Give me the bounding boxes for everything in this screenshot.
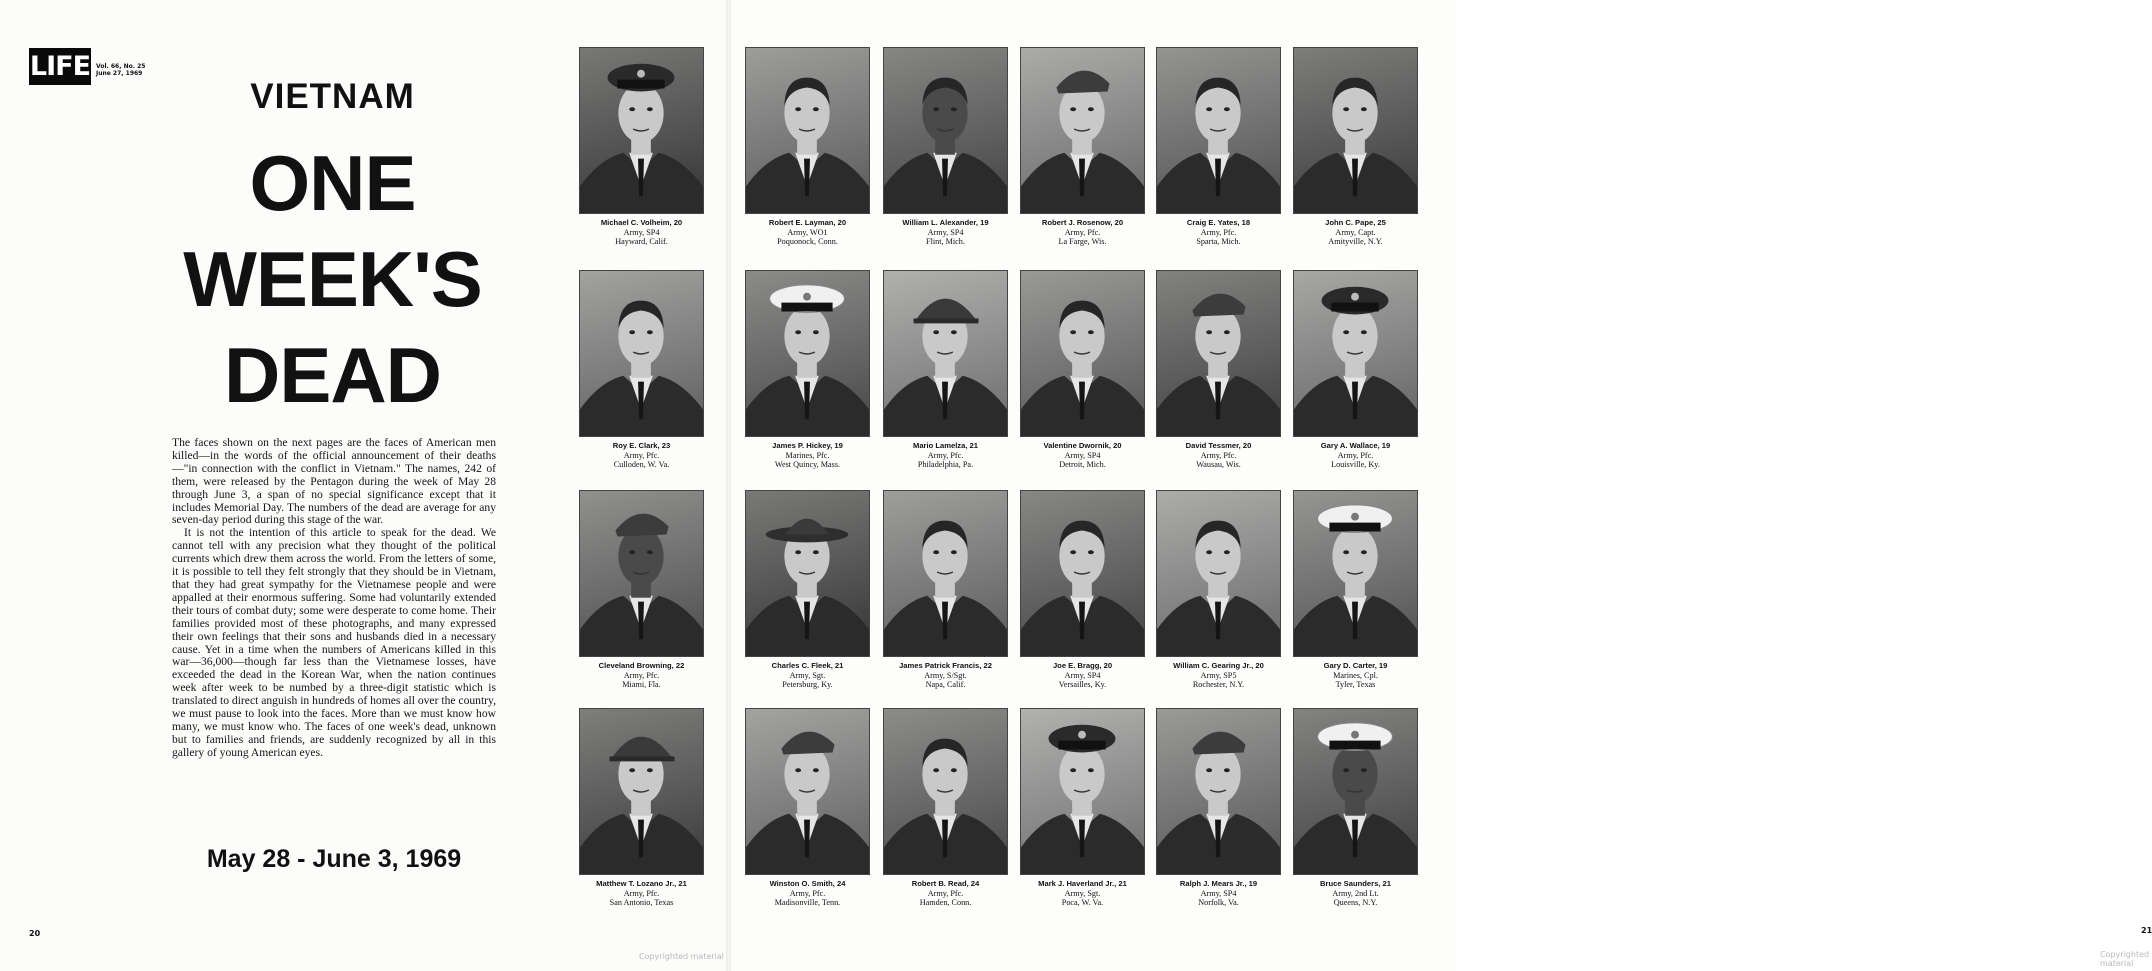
portrait-card bbox=[745, 490, 870, 690]
portrait-rank: Army, SP4 bbox=[1200, 888, 1237, 898]
portrait-photo bbox=[579, 708, 704, 875]
portrait-figure bbox=[580, 271, 703, 436]
portrait-photo bbox=[579, 270, 704, 437]
portrait-caption bbox=[1293, 441, 1418, 470]
portrait-card bbox=[579, 490, 704, 690]
portrait-name: Michael C. Volheim, 20 bbox=[600, 218, 683, 227]
portrait-hometown: Hamden, Conn. bbox=[919, 898, 972, 908]
portrait-name: Mario Lamelza, 21 bbox=[913, 441, 978, 450]
portrait-card bbox=[1156, 47, 1281, 247]
portrait-card bbox=[1020, 270, 1145, 470]
portrait-hometown: Detroit, Mich. bbox=[1059, 460, 1106, 470]
portrait-figure bbox=[1021, 491, 1144, 656]
portrait-figure bbox=[1021, 709, 1144, 874]
portrait-name: Charles C. Fleek, 21 bbox=[771, 661, 844, 670]
portrait-name: Gary D. Carter, 19 bbox=[1323, 661, 1388, 670]
portrait-figure bbox=[1157, 491, 1280, 656]
portrait-hometown: Petersburg, Ky. bbox=[782, 680, 833, 690]
portrait-figure bbox=[746, 709, 869, 874]
portrait-rank: Army, Pfc. bbox=[623, 450, 660, 460]
portrait-caption bbox=[745, 879, 870, 908]
portrait-hometown: Norfolk, Va. bbox=[1198, 898, 1239, 908]
portrait-hometown: Culloden, W. Va. bbox=[613, 460, 670, 470]
portrait-caption bbox=[883, 879, 1008, 908]
portrait-rank: Army, SP4 bbox=[1064, 670, 1101, 680]
portrait-name: Matthew T. Lozano Jr., 21 bbox=[596, 879, 687, 888]
portrait-caption bbox=[1020, 879, 1145, 908]
portrait-card bbox=[579, 47, 704, 247]
portrait-rank: Army, SP4 bbox=[927, 227, 964, 237]
portrait-rank: Army, Pfc. bbox=[1064, 227, 1101, 237]
portrait-photo bbox=[579, 490, 704, 657]
portrait-caption bbox=[1020, 661, 1145, 690]
portrait-card bbox=[1156, 708, 1281, 908]
page-number-right: 21 bbox=[2141, 926, 2152, 935]
portrait-caption bbox=[745, 218, 870, 247]
portrait-photo bbox=[1020, 490, 1145, 657]
portrait-figure bbox=[1157, 48, 1280, 213]
portrait-card bbox=[1293, 47, 1418, 247]
portrait-name: Winston O. Smith, 24 bbox=[769, 879, 846, 888]
portrait-photo bbox=[1156, 708, 1281, 875]
portrait-name: Cleveland Browning, 22 bbox=[598, 661, 685, 670]
portrait-name: Robert B. Read, 24 bbox=[911, 879, 980, 888]
portrait-figure bbox=[1294, 709, 1417, 874]
body-paragraph-2: It is not the intention of this article to speak for the dead. We cannot tell with any precision what they thought of the political currents which drew them across the world. From the letters of some, it is possible to tell they felt strongly that they should be in Vietnam, that they had great sympathy for the Vietnamese people and were appalled at their enormous suffering. Some had voluntarily extended their tours of combat duty; some were desperate to come home. Their families provided most of these photographs, and many expressed their own feelings that their sons and husbands died in a necessary cause. Yet in a time when the numbers of Americans killed in this war—36,000—though far less than the Vietnamese losses, have exceeded the dead in the Korean War, when the nation continues week after week to be numbed by a three-digit statistic which is translated to direct anguish in hundreds of homes all over the country, we must pause to look into the faces. More than we must know how many, we must know who. The faces of one week's dead, unknown but to families and friends, are suddenly recognized by all in this gallery of young American eyes. bbox=[172, 526, 496, 759]
portrait-photo bbox=[1020, 270, 1145, 437]
portrait-photo bbox=[1293, 270, 1418, 437]
portrait-card bbox=[745, 708, 870, 908]
portrait-caption bbox=[1293, 661, 1418, 690]
headline-line-1: ONE bbox=[249, 139, 416, 227]
portrait-caption bbox=[883, 441, 1008, 470]
portrait-figure bbox=[746, 48, 869, 213]
portrait-caption bbox=[1293, 218, 1418, 247]
portrait-card bbox=[1020, 47, 1145, 247]
portrait-hometown: Wausau, Wis. bbox=[1196, 460, 1241, 470]
portrait-rank: Army, SP4 bbox=[1064, 450, 1101, 460]
portrait-figure bbox=[884, 48, 1007, 213]
portrait-card bbox=[1293, 708, 1418, 908]
portrait-photo bbox=[1020, 708, 1145, 875]
portrait-photo bbox=[883, 490, 1008, 657]
portrait-hometown: Miami, Fla. bbox=[622, 680, 661, 690]
portrait-photo bbox=[745, 490, 870, 657]
portrait-name: William L. Alexander, 19 bbox=[902, 218, 989, 227]
article-body bbox=[172, 437, 496, 760]
date-range: May 28 - June 3, 1969 bbox=[206, 845, 462, 873]
portrait-photo bbox=[745, 47, 870, 214]
portrait-caption bbox=[579, 661, 704, 690]
portrait-figure bbox=[580, 48, 703, 213]
portrait-hometown: Madisonville, Tenn. bbox=[774, 898, 841, 908]
portrait-rank: Army, Pfc. bbox=[927, 888, 964, 898]
portrait-card bbox=[1156, 490, 1281, 690]
portrait-caption bbox=[579, 879, 704, 908]
portrait-rank: Army, Pfc. bbox=[623, 888, 660, 898]
portrait-hometown: Amityville, N.Y. bbox=[1328, 237, 1383, 247]
portrait-caption bbox=[745, 661, 870, 690]
portrait-figure bbox=[1157, 271, 1280, 436]
portrait-photo bbox=[579, 47, 704, 214]
portrait-caption bbox=[1156, 879, 1281, 908]
portrait-name: Roy E. Clark, 23 bbox=[612, 441, 671, 450]
portrait-photo bbox=[1156, 47, 1281, 214]
portrait-rank: Army, Pfc. bbox=[927, 450, 964, 460]
portrait-photo bbox=[1293, 490, 1418, 657]
portrait-card bbox=[883, 708, 1008, 908]
portrait-card bbox=[1020, 490, 1145, 690]
portrait-card bbox=[1156, 270, 1281, 470]
portrait-rank: Army, 2nd Lt. bbox=[1332, 888, 1379, 898]
portrait-figure bbox=[746, 271, 869, 436]
portrait-name: Valentine Dwornik, 20 bbox=[1043, 441, 1122, 450]
portrait-photo bbox=[883, 270, 1008, 437]
portrait-rank: Marines, Pfc. bbox=[785, 450, 830, 460]
portrait-hometown: West Quincy, Mass. bbox=[774, 460, 841, 470]
portrait-name: Craig E. Yates, 18 bbox=[1186, 218, 1251, 227]
headline-line-2: WEEK'S bbox=[183, 235, 482, 323]
portrait-rank: Army, S/Sgt. bbox=[924, 670, 967, 680]
portrait-caption bbox=[1020, 441, 1145, 470]
portrait-hometown: Queens, N.Y. bbox=[1333, 898, 1378, 908]
portrait-caption bbox=[1293, 879, 1418, 908]
portrait-caption bbox=[745, 441, 870, 470]
portrait-hometown: Rochester, N.Y. bbox=[1192, 680, 1245, 690]
portrait-photo bbox=[1293, 708, 1418, 875]
portrait-photo bbox=[745, 708, 870, 875]
portrait-name: James Patrick Francis, 22 bbox=[899, 661, 992, 670]
portrait-figure bbox=[1157, 709, 1280, 874]
portrait-figure bbox=[1294, 271, 1417, 436]
portrait-card bbox=[883, 270, 1008, 470]
portrait-figure bbox=[580, 709, 703, 874]
portrait-name: Joe E. Bragg, 20 bbox=[1052, 661, 1113, 670]
portrait-photo bbox=[1293, 47, 1418, 214]
portrait-name: David Tessmer, 20 bbox=[1185, 441, 1252, 450]
portrait-rank: Army, Pfc. bbox=[1200, 227, 1237, 237]
portrait-figure bbox=[1294, 491, 1417, 656]
watermark-left: Copyrighted material bbox=[639, 952, 725, 961]
life-logo: LIFE bbox=[29, 48, 91, 85]
article-kicker: VIETNAM bbox=[250, 77, 415, 116]
portrait-hometown: Napa, Calif. bbox=[925, 680, 966, 690]
portrait-rank: Army, SP4 bbox=[623, 227, 660, 237]
portrait-photo bbox=[1156, 490, 1281, 657]
portrait-hometown: Tyler, Texas bbox=[1335, 680, 1376, 690]
portrait-photo bbox=[1020, 47, 1145, 214]
portrait-card bbox=[1293, 270, 1418, 470]
portrait-caption bbox=[579, 218, 704, 247]
portrait-hometown: San Antonio, Texas bbox=[609, 898, 674, 908]
portrait-rank: Army, Sgt. bbox=[1064, 888, 1101, 898]
portrait-name: James P. Hickey, 19 bbox=[772, 441, 843, 450]
portrait-photo bbox=[883, 47, 1008, 214]
portrait-rank: Army, WO1 bbox=[787, 227, 828, 237]
portrait-card bbox=[883, 490, 1008, 690]
watermark-right: Copyrighted material bbox=[2100, 950, 2150, 968]
portrait-name: Robert E. Layman, 20 bbox=[768, 218, 847, 227]
portrait-name: William C. Gearing Jr., 20 bbox=[1173, 661, 1264, 670]
portrait-card bbox=[1020, 708, 1145, 908]
portrait-card bbox=[579, 708, 704, 908]
portrait-caption bbox=[883, 218, 1008, 247]
portrait-name: Bruce Saunders, 21 bbox=[1320, 879, 1391, 888]
portrait-rank: Army, Pfc. bbox=[623, 670, 660, 680]
portrait-rank: Army, Pfc. bbox=[789, 888, 826, 898]
portrait-figure bbox=[884, 491, 1007, 656]
portrait-name: Mark J. Haverland Jr., 21 bbox=[1038, 879, 1127, 888]
portrait-hometown: Sparta, Mich. bbox=[1196, 237, 1241, 247]
portrait-rank: Army, Capt. bbox=[1335, 227, 1376, 237]
portrait-figure bbox=[1021, 48, 1144, 213]
portrait-rank: Marines, Cpl. bbox=[1333, 670, 1378, 680]
portrait-card bbox=[745, 47, 870, 247]
issue-info bbox=[96, 63, 145, 77]
portrait-photo bbox=[1156, 270, 1281, 437]
portrait-figure bbox=[884, 709, 1007, 874]
portrait-name: Robert J. Rosenow, 20 bbox=[1041, 218, 1124, 227]
portrait-caption bbox=[1020, 218, 1145, 247]
portrait-hometown: Flint, Mich. bbox=[926, 237, 965, 247]
portrait-caption bbox=[579, 441, 704, 470]
portrait-figure bbox=[1294, 48, 1417, 213]
body-paragraph-1: The faces shown on the next pages are the faces of American men killed—in the words of the official announcement of their deaths—"in connection with the conflict in Vietnam." The names, 242 of them, were released by the Pentagon during the week of May 28 through June 3, a span of no special significance except that it includes Memorial Day. The numbers of the dead are average for any seven-day period during this stage of the war. bbox=[172, 436, 496, 527]
portrait-rank: Army, Pfc. bbox=[1337, 450, 1374, 460]
portrait-hometown: Louisville, Ky. bbox=[1331, 460, 1380, 470]
portrait-figure bbox=[1021, 271, 1144, 436]
portrait-name: Ralph J. Mears Jr., 19 bbox=[1179, 879, 1258, 888]
portrait-rank: Army, Pfc. bbox=[1200, 450, 1237, 460]
issue-volume: Vol. 66, No. 25 bbox=[96, 63, 146, 70]
portrait-card bbox=[745, 270, 870, 470]
portrait-caption bbox=[1156, 661, 1281, 690]
page-number-left: 20 bbox=[29, 929, 41, 938]
issue-date: June 27, 1969 bbox=[96, 70, 143, 77]
portrait-card bbox=[579, 270, 704, 470]
portrait-caption bbox=[1156, 441, 1281, 470]
headline-line-3: DEAD bbox=[223, 331, 441, 419]
portrait-card bbox=[883, 47, 1008, 247]
portrait-rank: Army, Sgt. bbox=[789, 670, 826, 680]
article-headline bbox=[175, 135, 490, 423]
portrait-name: Gary A. Wallace, 19 bbox=[1320, 441, 1391, 450]
portrait-hometown: Philadelphia, Pa. bbox=[917, 460, 974, 470]
portrait-name: John C. Pape, 25 bbox=[1325, 218, 1386, 227]
portrait-hometown: Versailles, Ky. bbox=[1058, 680, 1107, 690]
portrait-hometown: Hayward, Calif. bbox=[615, 237, 668, 247]
portrait-hometown: La Farge, Wis. bbox=[1058, 237, 1107, 247]
portrait-photo bbox=[883, 708, 1008, 875]
portrait-caption bbox=[1156, 218, 1281, 247]
portrait-caption bbox=[883, 661, 1008, 690]
portrait-figure bbox=[580, 491, 703, 656]
portrait-figure bbox=[884, 271, 1007, 436]
portrait-rank: Army, SP5 bbox=[1200, 670, 1237, 680]
portrait-hometown: Poquonock, Conn. bbox=[777, 237, 838, 247]
portrait-card bbox=[1293, 490, 1418, 690]
portrait-photo bbox=[745, 270, 870, 437]
portrait-hometown: Poca, W. Va. bbox=[1061, 898, 1104, 908]
portrait-figure bbox=[746, 491, 869, 656]
